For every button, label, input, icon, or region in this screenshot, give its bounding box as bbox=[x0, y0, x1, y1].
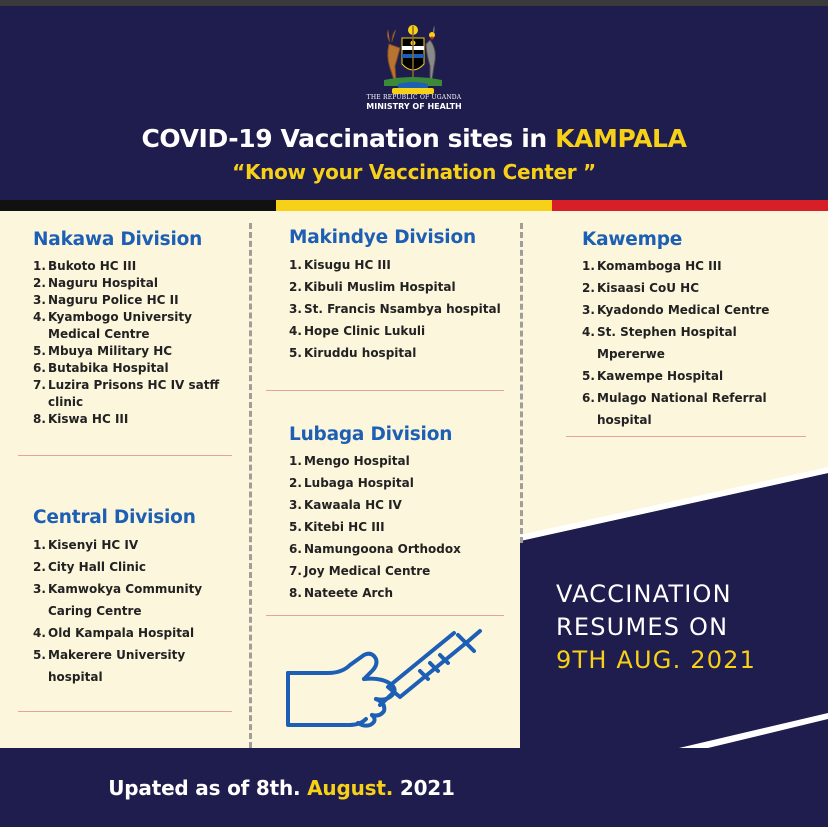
uganda-coat-of-arms-icon bbox=[380, 22, 446, 96]
separator-lubaga bbox=[266, 615, 504, 616]
separator-makindye bbox=[266, 390, 504, 391]
kawempe-list bbox=[582, 255, 777, 431]
list-item bbox=[289, 494, 514, 516]
item-number: 1. bbox=[33, 538, 46, 552]
item-text: Butabika Hospital bbox=[48, 361, 169, 375]
item-text: St. Stephen Hospital Mpererwe bbox=[597, 325, 737, 361]
item-text: Kisugu HC III bbox=[304, 258, 391, 272]
item-text: Kisaasi CoU HC bbox=[597, 281, 700, 295]
nakawa-division-title: Nakawa Division bbox=[33, 229, 203, 250]
central-division-title: Central Division bbox=[33, 507, 196, 528]
item-number: 1. bbox=[33, 259, 46, 273]
item-text: Naguru Police HC II bbox=[48, 293, 179, 307]
item-number: 7. bbox=[289, 564, 302, 578]
ministry-label: MINISTRY OF HEALTH bbox=[366, 102, 462, 111]
item-number: 6. bbox=[33, 361, 46, 375]
list-item bbox=[33, 622, 233, 644]
list-item bbox=[289, 320, 514, 342]
list-item bbox=[33, 534, 233, 556]
footer-month: August. bbox=[307, 776, 394, 800]
title-prefix: COVID-19 Vaccination sites in bbox=[141, 124, 556, 153]
item-number: 4. bbox=[582, 325, 595, 339]
item-number: 5. bbox=[33, 344, 46, 358]
list-item bbox=[582, 321, 777, 365]
list-item bbox=[289, 254, 514, 276]
list-item bbox=[289, 472, 514, 494]
flag-stripe-black bbox=[0, 200, 276, 211]
item-text: Mbuya Military HC bbox=[48, 344, 173, 358]
item-number: 3. bbox=[33, 582, 46, 596]
lubaga-division-title: Lubaga Division bbox=[289, 424, 453, 445]
item-text: Kibuli Muslim Hospital bbox=[304, 280, 456, 294]
item-text: Kiswa HC III bbox=[48, 412, 129, 426]
item-number: 3. bbox=[289, 498, 302, 512]
header bbox=[0, 6, 828, 200]
item-number: 1. bbox=[289, 258, 302, 272]
list-item bbox=[289, 560, 514, 582]
central-list bbox=[33, 534, 233, 688]
list-item bbox=[33, 292, 233, 309]
list-item bbox=[33, 644, 233, 688]
list-item bbox=[582, 277, 777, 299]
item-text: Kawempe Hospital bbox=[597, 369, 724, 383]
column-divider-right bbox=[520, 223, 523, 543]
announcement-line1: VACCINATION bbox=[556, 580, 732, 608]
item-number: 3. bbox=[582, 303, 595, 317]
list-item bbox=[33, 411, 233, 428]
separator-central bbox=[18, 711, 232, 712]
item-text: Kawaala HC IV bbox=[304, 498, 402, 512]
updated-footer bbox=[0, 776, 563, 800]
item-text: Bukoto HC III bbox=[48, 259, 137, 273]
column-divider-left bbox=[249, 223, 252, 748]
list-item bbox=[289, 342, 514, 364]
list-item bbox=[289, 298, 514, 320]
item-number: 5. bbox=[289, 520, 302, 534]
item-text: Naguru Hospital bbox=[48, 276, 158, 290]
list-item bbox=[289, 538, 514, 560]
item-text: Luzira Prisons HC IV satff clinic bbox=[48, 378, 220, 409]
kawempe-division-title: Kawempe bbox=[582, 229, 683, 250]
separator-kawempe bbox=[566, 436, 806, 437]
list-item bbox=[582, 255, 777, 277]
item-number: 8. bbox=[33, 412, 46, 426]
list-item bbox=[582, 387, 777, 431]
separator-nakawa bbox=[18, 455, 232, 456]
item-text: Kisenyi HC IV bbox=[48, 538, 139, 552]
list-item bbox=[289, 582, 514, 604]
flag-stripe-red bbox=[552, 200, 828, 211]
title-city: KAMPALA bbox=[555, 124, 687, 153]
list-item bbox=[33, 258, 233, 275]
makindye-list bbox=[289, 254, 514, 364]
list-item bbox=[33, 578, 233, 622]
item-number: 4. bbox=[33, 626, 46, 640]
list-item bbox=[33, 309, 233, 343]
item-number: 2. bbox=[289, 280, 302, 294]
makindye-division-title: Makindye Division bbox=[289, 227, 476, 248]
item-number: 4. bbox=[33, 310, 46, 324]
list-item bbox=[582, 299, 777, 321]
item-number: 3. bbox=[33, 293, 46, 307]
item-text: Kyadondo Medical Centre bbox=[597, 303, 770, 317]
list-item bbox=[289, 450, 514, 472]
footer-year: 2021 bbox=[393, 776, 455, 800]
item-text: Kamwokya Community Caring Centre bbox=[48, 582, 203, 618]
item-number: 5. bbox=[289, 346, 302, 360]
item-number: 6. bbox=[582, 391, 595, 405]
list-item bbox=[33, 275, 233, 292]
republic-label: THE REPUBLIC OF UGANDA bbox=[366, 94, 462, 101]
announcement-line2: RESUMES ON bbox=[556, 613, 729, 641]
item-text: Joy Medical Centre bbox=[304, 564, 431, 578]
item-text: Kitebi HC III bbox=[304, 520, 385, 534]
item-text: Hope Clinic Lukuli bbox=[304, 324, 426, 338]
page-title bbox=[0, 124, 828, 153]
list-item bbox=[289, 516, 514, 538]
list-item bbox=[289, 276, 514, 298]
item-number: 6. bbox=[289, 542, 302, 556]
syringe-hand-icon bbox=[280, 625, 490, 735]
lubaga-list bbox=[289, 450, 514, 604]
flag-stripe-yellow bbox=[276, 200, 552, 211]
item-number: 1. bbox=[289, 454, 302, 468]
item-number: 2. bbox=[33, 276, 46, 290]
item-number: 4. bbox=[289, 324, 302, 338]
item-number: 1. bbox=[582, 259, 595, 273]
item-text: Komamboga HC III bbox=[597, 259, 722, 273]
item-number: 2. bbox=[582, 281, 595, 295]
item-number: 2. bbox=[33, 560, 46, 574]
announcement-date: 9TH AUG. 2021 bbox=[556, 646, 757, 674]
item-number: 5. bbox=[582, 369, 595, 383]
footer-prefix: Upated as of 8th. bbox=[108, 776, 308, 800]
item-text: Namungoona Orthodox bbox=[304, 542, 461, 556]
list-item bbox=[33, 343, 233, 360]
item-text: Kiruddu hospital bbox=[304, 346, 417, 360]
list-item bbox=[582, 365, 777, 387]
item-number: 7. bbox=[33, 378, 46, 392]
item-text: City Hall Clinic bbox=[48, 560, 147, 574]
item-number: 2. bbox=[289, 476, 302, 490]
item-number: 8. bbox=[289, 586, 302, 600]
list-item bbox=[33, 556, 233, 578]
item-number: 3. bbox=[289, 302, 302, 316]
list-item bbox=[33, 377, 233, 411]
item-text: St. Francis Nsambya hospital bbox=[304, 302, 501, 316]
page-subtitle: “Know your Vaccination Center ” bbox=[232, 160, 596, 184]
item-text: Lubaga Hospital bbox=[304, 476, 414, 490]
list-item bbox=[33, 360, 233, 377]
resume-announcement bbox=[556, 578, 816, 677]
item-number: 5. bbox=[33, 648, 46, 662]
item-text: Nateete Arch bbox=[304, 586, 394, 600]
item-text: Mulago National Referral hospital bbox=[597, 391, 767, 427]
item-text: Makerere University hospital bbox=[48, 648, 186, 684]
item-text: Old Kampala Hospital bbox=[48, 626, 195, 640]
item-text: Kyambogo University Medical Centre bbox=[48, 310, 192, 341]
item-text: Mengo Hospital bbox=[304, 454, 410, 468]
nakawa-list bbox=[33, 258, 233, 428]
